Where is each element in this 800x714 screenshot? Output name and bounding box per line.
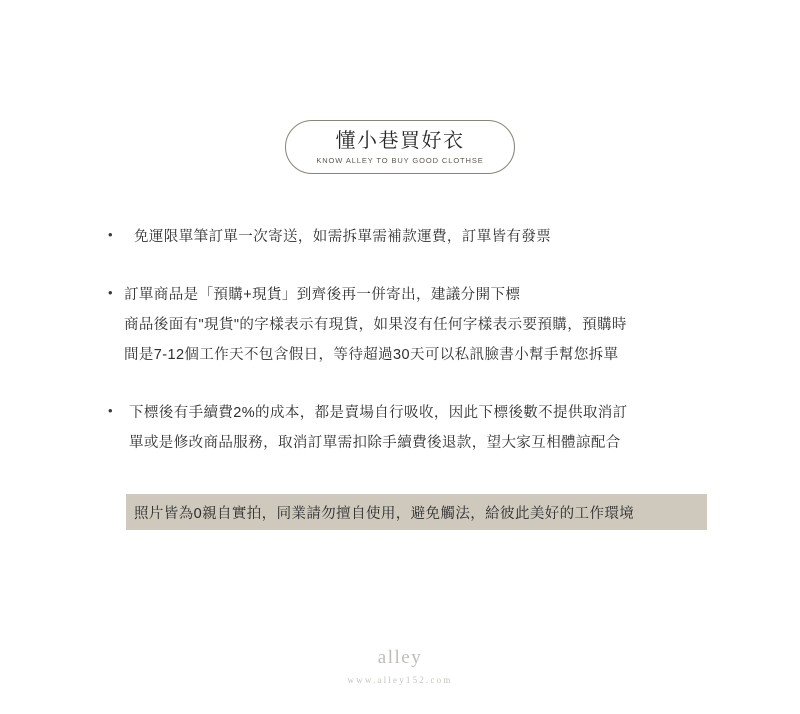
list-item <box>108 222 708 252</box>
text-line: 免運限單筆訂單一次寄送，如需拆單需補款運費，訂單皆有發票 <box>134 229 552 245</box>
bullet-icon: • <box>108 227 113 242</box>
text-line: 間是7-12個工作天不包含假日，等待超過30天可以私訊臉書小幫手幫您拆單 <box>124 347 619 363</box>
text-line: 單或是修改商品服務，取消訂單需扣除手續費後退款，望大家互相體諒配合 <box>129 435 621 451</box>
footer-url: www.alley152.com <box>347 674 453 685</box>
text-line: 下標後有手續費2%的成本，都是賣場自行吸收，因此下標後數不提供取消訂 <box>129 405 628 421</box>
logo-header <box>0 120 800 174</box>
list-item <box>108 280 708 370</box>
text-line: 訂單商品是「預購+現貨」到齊後再一併寄出，建議分開下標 <box>124 287 521 303</box>
logo-badge <box>285 120 514 174</box>
notes-list <box>108 222 708 458</box>
list-item <box>108 398 708 458</box>
footer <box>0 648 800 685</box>
logo-tagline: KNOW ALLEY TO BUY GOOD CLOTHSE <box>316 156 484 165</box>
highlight-notice <box>126 494 707 530</box>
footer-brand: alley <box>377 647 423 668</box>
bullet-icon: • <box>108 285 113 300</box>
text-line: 商品後面有"現貨"的字樣表示有現貨，如果沒有任何字樣表示要預購，預購時 <box>124 317 627 333</box>
bullet-icon: • <box>108 403 113 418</box>
list-item-text <box>124 280 708 370</box>
notice-text: 照片皆為0親自實拍，同業請勿擅自使用，避免觸法，給彼此美好的工作環境 <box>134 505 635 522</box>
list-item-text <box>124 398 708 458</box>
list-item-text <box>124 222 708 252</box>
logo-name: 懂小巷買好衣 <box>335 130 465 152</box>
